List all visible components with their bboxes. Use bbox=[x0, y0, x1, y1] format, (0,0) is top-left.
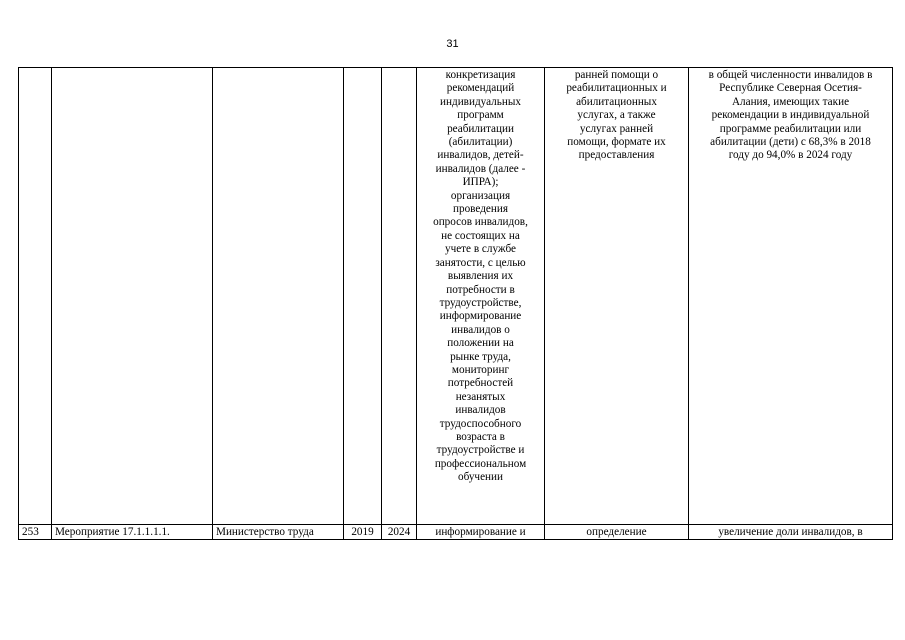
text-line: информирование и bbox=[435, 526, 526, 538]
text-line: инвалидов (далее - bbox=[435, 162, 526, 175]
text-line: информирование bbox=[439, 310, 522, 323]
text-line: году до 94,0% в 2024 году bbox=[728, 149, 853, 162]
description-cell bbox=[417, 525, 545, 540]
expected-result-text bbox=[548, 69, 685, 163]
description-cell bbox=[417, 68, 545, 525]
start-year-cell: 2019 bbox=[344, 525, 382, 540]
row-number-cell: 253 bbox=[19, 525, 52, 540]
text-line: обучении bbox=[457, 471, 503, 484]
text-line: мониторинг bbox=[451, 363, 510, 376]
text-line: абилитационных bbox=[576, 95, 657, 108]
text-line: в общей численности инвалидов в bbox=[708, 69, 873, 81]
text-line: профессиональном bbox=[434, 457, 527, 470]
activities-table bbox=[18, 67, 893, 540]
text-line: возраста в bbox=[456, 430, 505, 443]
text-line: ИПРА); bbox=[462, 176, 499, 189]
text-line: рекомендации в индивидуальной bbox=[711, 109, 870, 122]
expected-result-cell bbox=[545, 68, 689, 525]
text-line: программ bbox=[457, 109, 504, 122]
text-line: трудоспособного bbox=[439, 417, 522, 430]
text-line: помощи, формате их bbox=[567, 136, 666, 149]
text-line: незанятых bbox=[455, 390, 506, 403]
table-row bbox=[19, 525, 893, 540]
page-number: 31 bbox=[446, 38, 459, 50]
text-line: ранней помощи о bbox=[574, 69, 659, 81]
description-text bbox=[420, 69, 541, 485]
activity-name-cell bbox=[52, 68, 213, 525]
text-line: выявления их bbox=[447, 270, 514, 283]
indicator-cell bbox=[689, 68, 893, 525]
text-line: потребностей bbox=[447, 377, 514, 390]
indicator-cell bbox=[689, 525, 893, 540]
indicator-text bbox=[692, 69, 889, 163]
text-line: определение bbox=[586, 526, 647, 538]
text-line: реабилитации bbox=[447, 122, 514, 135]
text-line: абилитации (дети) с 68,3% в 2018 bbox=[710, 136, 871, 149]
text-line: рынке труда, bbox=[450, 350, 511, 363]
text-line: рекомендаций bbox=[446, 82, 515, 95]
text-line: индивидуальных bbox=[440, 95, 521, 108]
text-line: проведения bbox=[453, 203, 508, 216]
row-number-cell bbox=[19, 68, 52, 525]
text-line: конкретизация bbox=[445, 69, 516, 81]
text-line: инвалидов, детей- bbox=[437, 149, 524, 162]
indicator-text bbox=[692, 526, 889, 539]
executor-cell: Министерство труда bbox=[213, 525, 344, 540]
expected-result-cell bbox=[545, 525, 689, 540]
table-row bbox=[19, 68, 893, 525]
text-line: услугах ранней bbox=[579, 122, 654, 135]
start-year-cell bbox=[344, 68, 382, 525]
text-line: реабилитационных и bbox=[566, 82, 667, 95]
text-line: организация bbox=[450, 189, 511, 202]
activity-name-cell: Мероприятие 17.1.1.1.1. bbox=[52, 525, 213, 540]
text-line: не состоящих на bbox=[441, 229, 520, 242]
text-line: трудоустройстве, bbox=[439, 296, 522, 309]
text-line: потребности в bbox=[446, 283, 515, 296]
text-line: учете в службе bbox=[444, 243, 516, 256]
executor-cell bbox=[213, 68, 344, 525]
text-line: положении на bbox=[447, 337, 514, 350]
text-line: инвалидов о bbox=[451, 323, 510, 336]
text-line: Алания, имеющих такие bbox=[731, 95, 850, 108]
text-line: услугах, а также bbox=[577, 109, 656, 122]
end-year-cell: 2024 bbox=[382, 525, 417, 540]
text-line: трудоустройстве и bbox=[436, 444, 525, 457]
end-year-cell bbox=[382, 68, 417, 525]
text-line: занятости, с целью bbox=[435, 256, 526, 269]
text-line: увеличение доли инвалидов, в bbox=[718, 526, 863, 538]
text-line: инвалидов bbox=[455, 404, 506, 417]
description-text bbox=[420, 526, 541, 539]
text-line: опросов инвалидов, bbox=[433, 216, 528, 229]
text-line: (абилитации) bbox=[448, 136, 513, 149]
text-line: программе реабилитации или bbox=[719, 122, 862, 135]
expected-result-text bbox=[548, 526, 685, 539]
text-line: предоставления bbox=[578, 149, 655, 162]
text-line: Республике Северная Осетия- bbox=[719, 82, 862, 95]
